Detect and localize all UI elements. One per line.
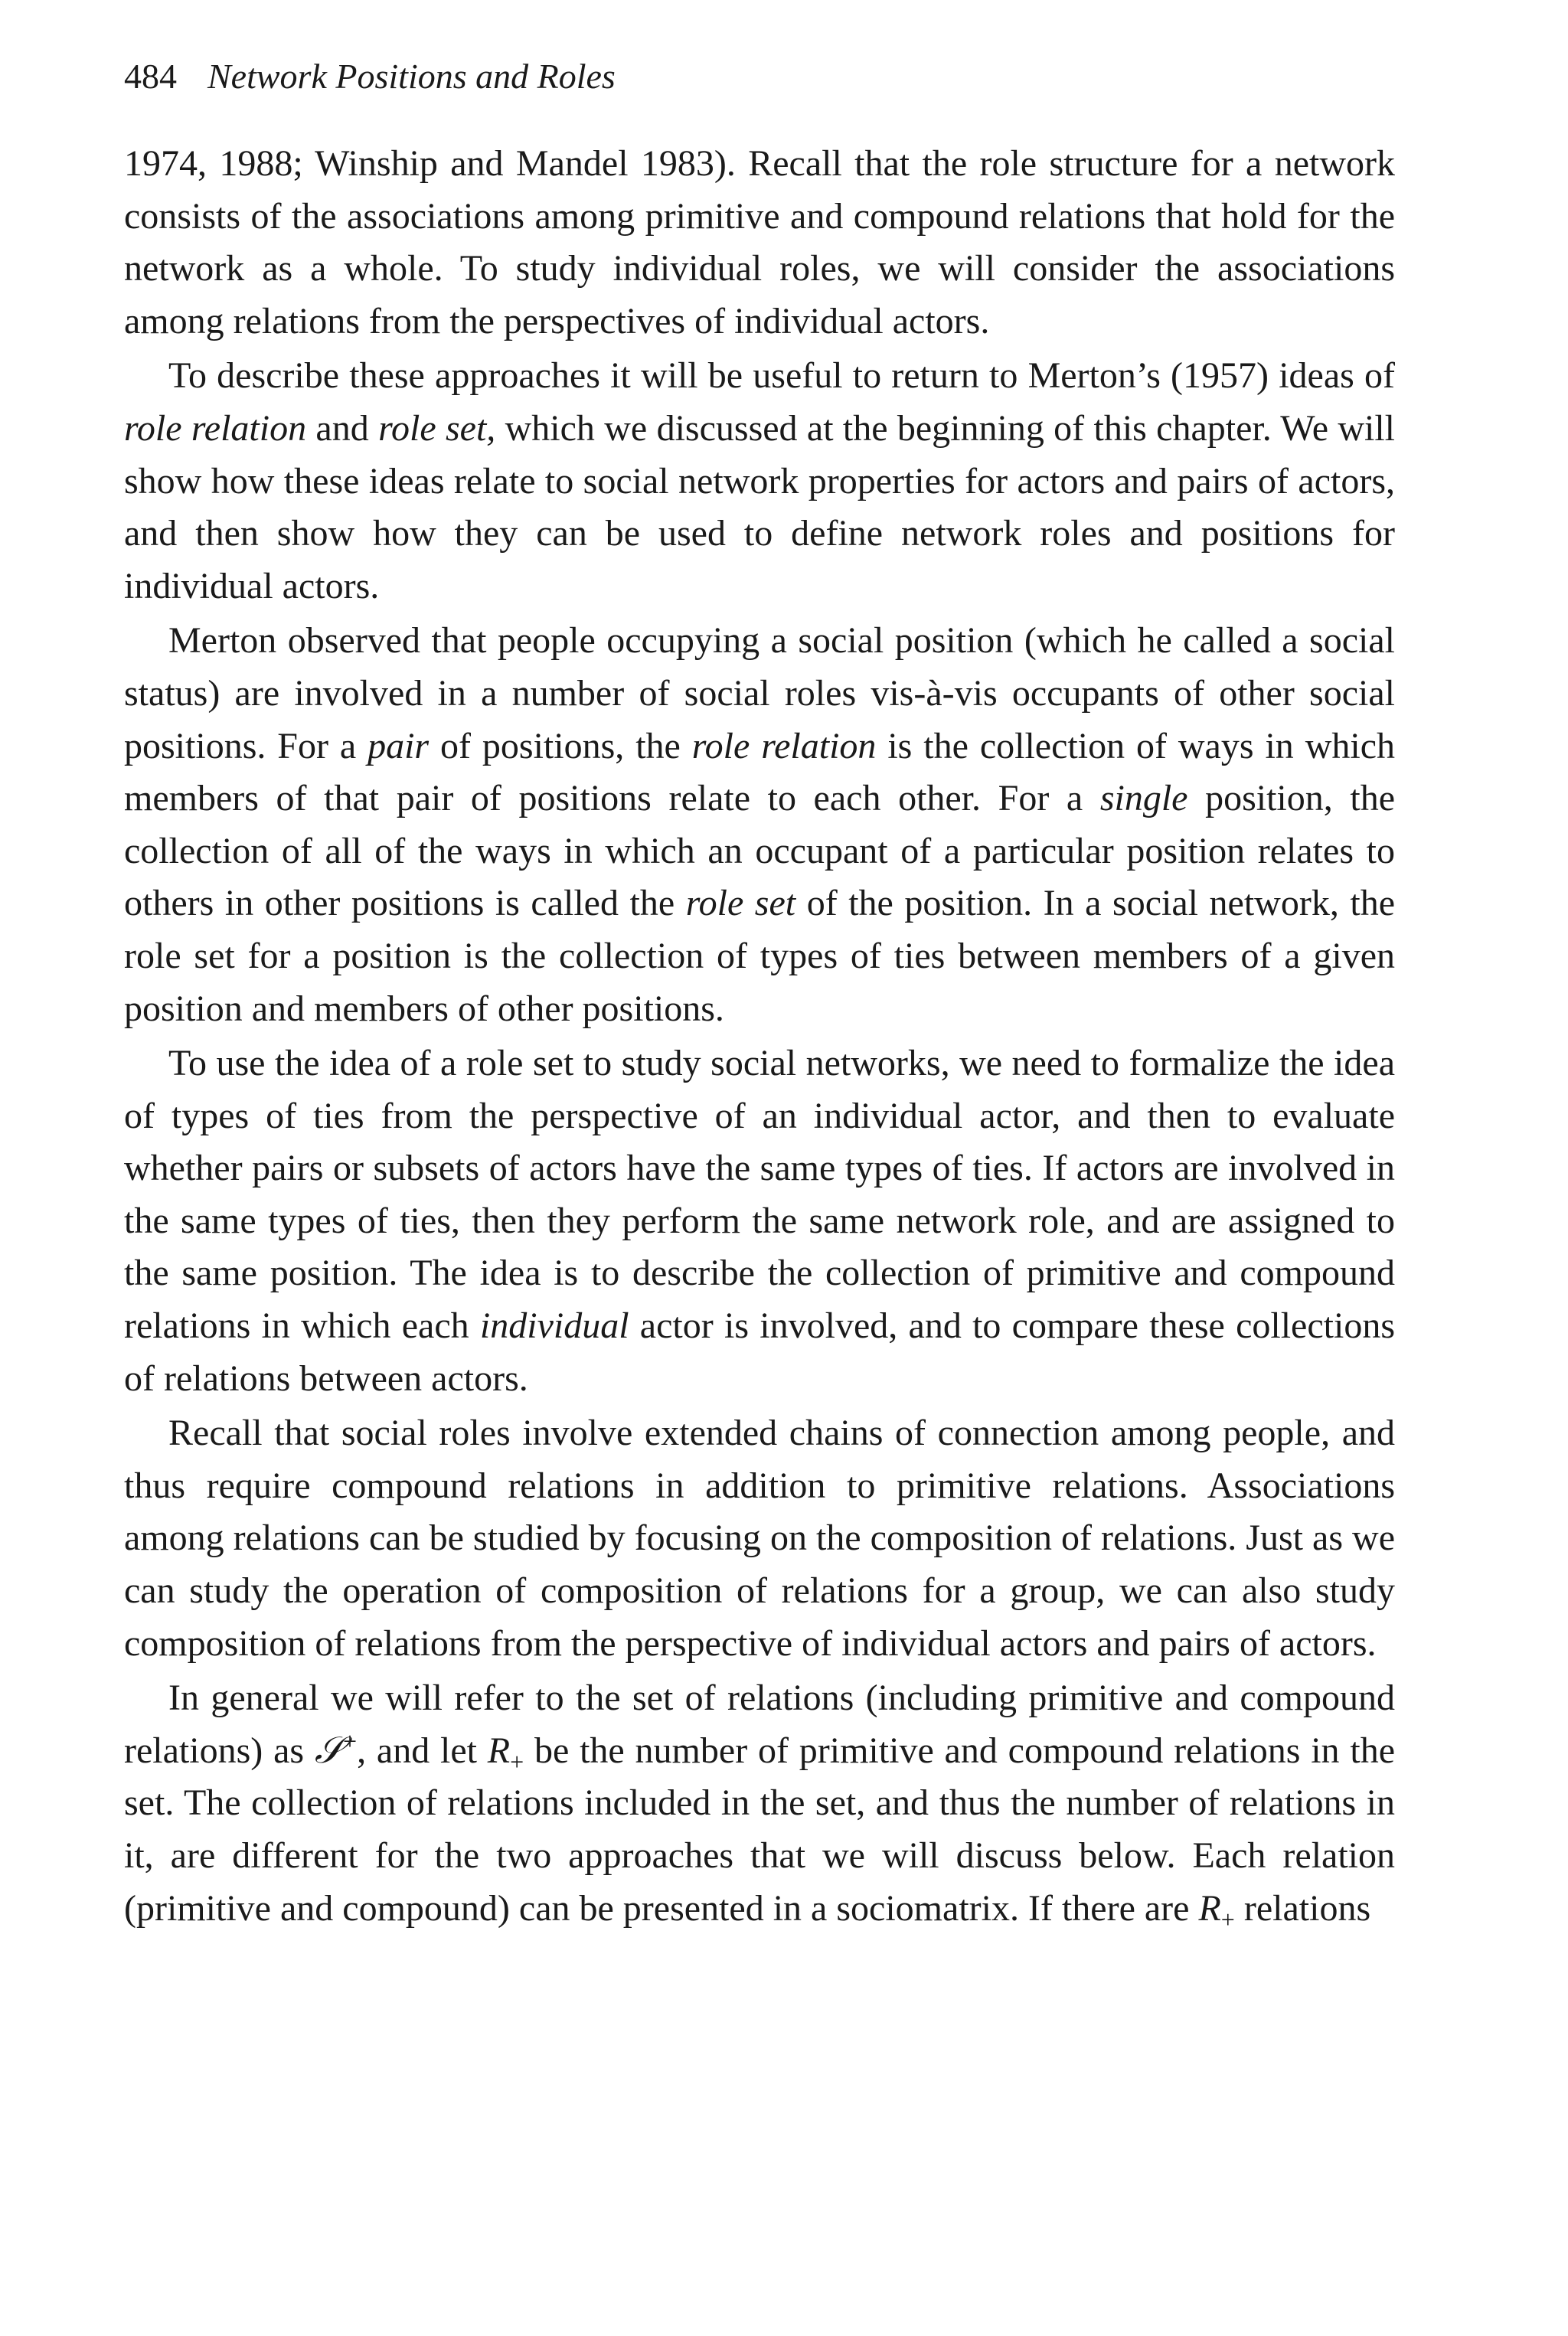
emphasis-pair: pair bbox=[368, 725, 430, 766]
symbol-script-s: 𝒮 bbox=[314, 1730, 344, 1771]
emphasis-individual: individual bbox=[479, 1305, 629, 1347]
paragraph-3-text-4: position, the collection of all of the ways in which an occupant of a particular position relates to others in other positions is called the bbox=[124, 778, 1396, 924]
paragraph-5: Recall that social roles involve extended chains of connection among people, and thus require compound relations in addition to primitive relations. Associations among relations can be studied by focusing on the composition of relations. Just as we can study the operation of composition of relations for a group, we can also study composition of relations from the perspective of individual actors and pairs of actors. bbox=[124, 1413, 1395, 1664]
term-role-relation: role relation bbox=[124, 407, 307, 449]
symbol-r: R bbox=[1198, 1887, 1221, 1929]
paragraph-4-text-2: actor is involved, and to compare these collections of relations between actors. bbox=[124, 1305, 1395, 1399]
term-role-set: role set bbox=[685, 883, 796, 924]
paragraph-2-text-3: which we discussed at the beginning of this chapter. We will show how these ideas relate to social network properties for actors and pairs of actors, and then show how they can be used to define network roles and positions for individual actors. bbox=[124, 407, 1396, 606]
paragraph-3-text-3: is the collection of ways in which members of that pair of positions relate to each other. For a bbox=[124, 725, 1396, 819]
symbol-plus-subscript: + bbox=[510, 1748, 524, 1776]
paragraph-2 bbox=[124, 350, 1395, 613]
paragraph-3-text-2: of positions, the bbox=[429, 725, 692, 766]
book-page bbox=[124, 54, 1395, 1935]
running-title: Network Positions and Roles bbox=[207, 57, 616, 96]
paragraph-6-text-1: In general we will refer to the set of relations (including primitive and compound relations) as bbox=[124, 1678, 1395, 1771]
paragraph-3-text-1: Merton observed that people occupying a social position (which he called a social status) are involved in a number of social roles vis-à-vis occupants of other social positions. For a bbox=[124, 620, 1395, 766]
term-role-set: role set, bbox=[378, 407, 496, 449]
paragraph-3 bbox=[124, 615, 1395, 1035]
emphasis-single: single bbox=[1099, 778, 1188, 819]
paragraph-6 bbox=[124, 1672, 1395, 1935]
term-role-relation: role relation bbox=[691, 725, 877, 766]
page-number: 484 bbox=[124, 57, 177, 96]
symbol-plus-superscript: + bbox=[343, 1727, 358, 1755]
paragraph-3-text-5: of the position. In a social network, the role set for a position is the collection of types of ties between members of a given position and members of other positions. bbox=[124, 883, 1396, 1029]
paragraph-2-text-2: and bbox=[306, 407, 379, 449]
paragraph-4 bbox=[124, 1037, 1395, 1405]
symbol-r: R bbox=[487, 1730, 511, 1771]
paragraph-1: 1974, 1988; Winship and Mandel 1983). Recall that the role structure for a network consists of the associations among primitive and compound relations that hold for the network as a whole. To study individual roles, we will consider the associations among relations from the perspectives of individual actors. bbox=[124, 143, 1395, 341]
symbol-plus-subscript: + bbox=[1220, 1906, 1235, 1934]
running-head bbox=[124, 54, 1395, 100]
paragraph-2-text-1: To describe these approaches it will be useful to return to Merton’s (1957) ideas of bbox=[168, 355, 1395, 397]
paragraph-6-text-3: be the number of primitive and compound relations in the set. The collection of relations included in the set, and thus the number of relations in it, are different for the two approaches that we will discuss below. Each relation (primitive and compound) can be presented in a sociomatrix. If there are bbox=[124, 1730, 1396, 1929]
paragraph-6-text-4: relations bbox=[1234, 1887, 1371, 1929]
paragraph-4-text-1: To use the idea of a role set to study social networks, we need to formalize the idea of types of ties from the perspective of an individual actor, and then to evaluate whether pairs or subsets of actors have the same types of ties. If actors are involved in the same types of ties, then they perform the same network role, and are assigned to the same position. The idea is to describe the collection of primitive and compound relations in which each bbox=[124, 1043, 1395, 1347]
paragraph-6-text-2: , and let bbox=[357, 1730, 488, 1771]
